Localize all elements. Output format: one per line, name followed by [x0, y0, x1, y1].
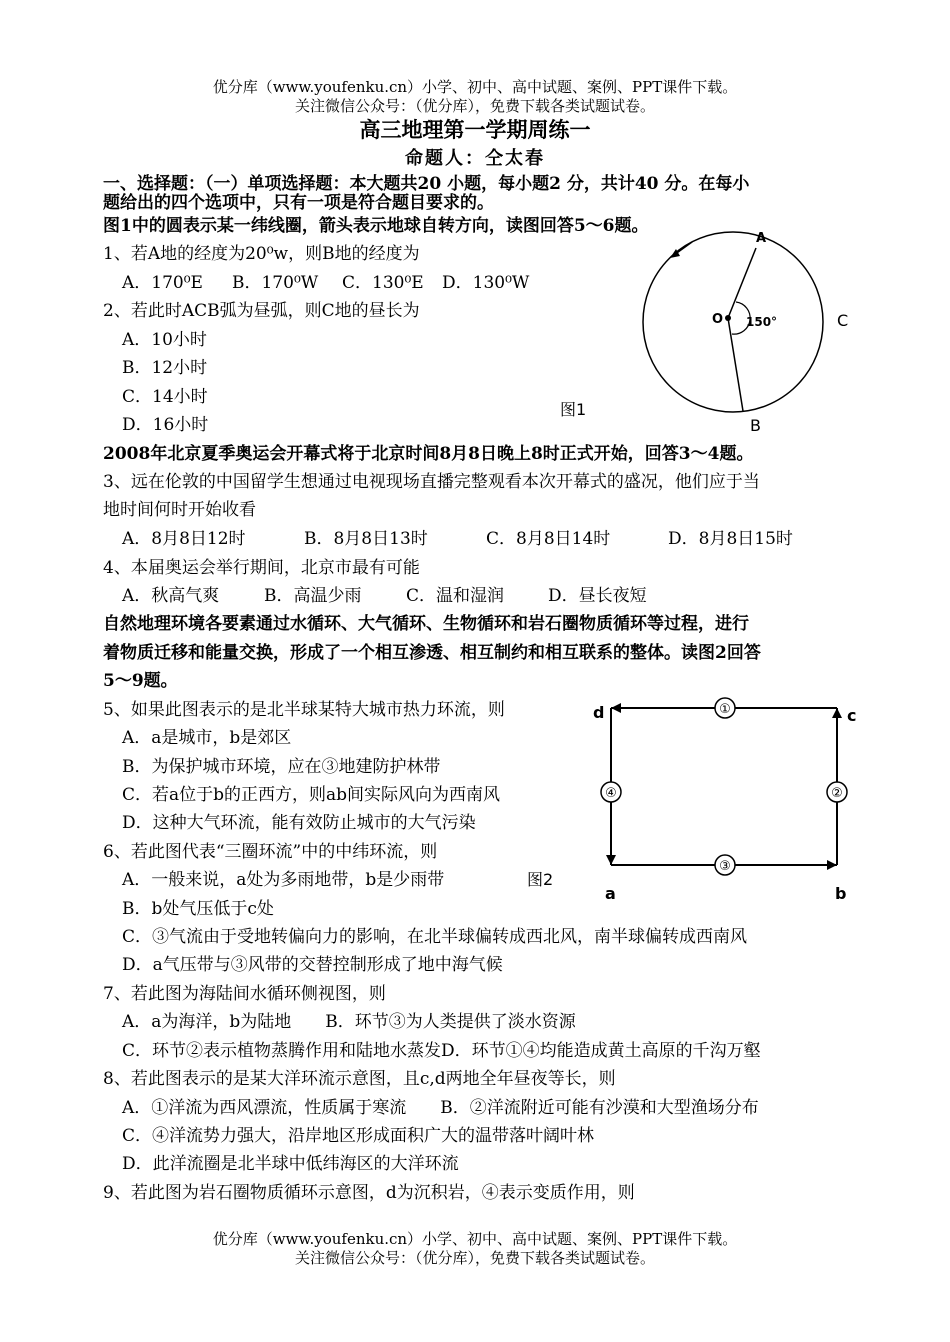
label-o: O: [712, 312, 724, 327]
label-b: B: [750, 416, 761, 435]
author: 命题人：仝太春: [405, 148, 545, 169]
q7-options-cd: C．环节②表示植物蒸腾作用和陆地水蒸发D．环节①④均能造成黄土高原的千沟万壑: [122, 1041, 761, 1061]
node-1: ①: [719, 702, 731, 717]
q4-options: [122, 585, 647, 607]
footer-line-2: 关注微信公众号：（优分库），免费下载各类试题试卷。: [294, 1249, 655, 1267]
arrow-right-icon: [827, 860, 837, 870]
q4-stem: 4、本届奥运会举行期间，北京市最有可能: [103, 558, 420, 578]
node-2: ②: [831, 786, 843, 801]
q5-option-b: B．为保护城市环境，应在③地建防护林带: [122, 757, 441, 777]
label-b: b: [835, 884, 847, 903]
q7-options-ab: A．a为海洋，b为陆地 B．环节③为人类提供了淡水资源: [122, 1012, 576, 1032]
figure-2: [527, 690, 875, 915]
q4-option-d: D．昼长夜短: [548, 586, 647, 606]
header-line-1: 优分库（www.youfenku.cn）小学、初中、高中试题、案例、PPT课件下载。: [212, 78, 738, 96]
q4-option-b: B．高温少雨: [264, 586, 362, 606]
intro-fig1: 图1中的圆表示某一纬线圈，箭头表示地球自转方向，读图回答5～6题。: [103, 216, 649, 236]
q5-stem: 5、如果此图表示的是北半球某特大城市热力环流，则: [103, 700, 505, 720]
q1-option-a: A．170⁰E: [122, 273, 203, 293]
q4-option-c: C．温和湿润: [406, 586, 505, 606]
q1-stem: 1、若A地的经度为20⁰w，则B地的经度为: [103, 244, 420, 264]
footer-line-1: 优分库（www.youfenku.cn）小学、初中、高中试题、案例、PPT课件下载。: [212, 1230, 738, 1248]
label-c: c: [847, 706, 857, 725]
label-d: d: [593, 703, 605, 722]
arrow-up-icon: [832, 708, 842, 718]
q3-option-b: B．8月8日13时: [304, 529, 428, 549]
q3-option-d: D．8月8日15时: [668, 529, 793, 549]
q5-option-c: C．若a位于b的正西方，则ab间实际风向为西南风: [122, 785, 501, 805]
latitude-circle: [643, 232, 823, 412]
q2-stem: 2、若此时ACB弧为昼弧，则C地的昼长为: [103, 301, 420, 321]
angle-label: 150°: [746, 315, 778, 329]
q3-stem-line-1: 3、远在伦敦的中国留学生想通过电视现场直播完整观看本次开幕式的盛况，他们应于当: [103, 472, 760, 492]
q3-options: [122, 528, 793, 550]
q3-stem-line-2: 地时间何时开始收看: [103, 500, 256, 520]
intro-fig2-line-2: 着物质迁移和能量交换，形成了一个相互渗透、相互制约和相互联系的整体。读图2回答: [103, 643, 761, 663]
figure-1-caption: 图1: [560, 400, 587, 419]
intro-olympics: 2008年北京夏季奥运会开幕式将于北京时间8月8日晚上8时正式开始，回答3～4题。: [103, 444, 754, 464]
q3-option-c: C．8月8日14时: [486, 529, 611, 549]
intro-fig2-line-3: 5～9题。: [103, 671, 178, 691]
q1-option-b: B．170⁰W: [232, 273, 319, 293]
q3-option-a: A．8月8日12时: [122, 529, 246, 549]
q5-option-a: A．a是城市，b是郊区: [122, 728, 292, 748]
center-point: [725, 315, 731, 321]
q6-stem: 6、若此图代表“三圈环流”中的中纬环流，则: [103, 842, 438, 862]
q2-option-a: A．10小时: [122, 330, 207, 350]
q2-option-b: B．12小时: [122, 358, 208, 378]
q6-option-a: A．一般来说，a处为多雨地带，b是少雨带: [122, 870, 445, 890]
intro-fig2-line-1: 自然地理环境各要素通过水循环、大气循环、生物循环和岩石圈物质循环等过程，进行: [103, 614, 749, 634]
arrow-down-icon: [606, 855, 616, 865]
page-title: 高三地理第一学期周练一: [359, 117, 591, 142]
q4-option-a: A．秋高气爽: [122, 586, 220, 606]
q8-options-ab: A．①洋流为西风漂流，性质属于寒流 B．②洋流附近可能有沙漠和大型渔场分布: [122, 1098, 759, 1118]
figure-1: [560, 225, 860, 440]
label-a: A: [756, 231, 767, 246]
q2-option-c: C．14小时: [122, 387, 208, 407]
node-4: ④: [605, 786, 617, 801]
label-c: C: [837, 311, 849, 330]
arrow-left-icon: [611, 703, 621, 713]
q5-option-d: D．这种大气环流，能有效防止城市的大气污染: [122, 813, 476, 833]
section-heading-line-1: 一、选择题：（一）单项选择题：本大题共20 小题，每小题2 分，共计40 分。在每小: [103, 174, 750, 194]
section-heading-line-2: 题给出的四个选项中，只有一项是符合题目要求的。: [103, 193, 494, 213]
q8-option-d: D．此洋流圈是北半球中低纬海区的大洋环流: [122, 1154, 459, 1174]
q1-option-c: C．130⁰E: [342, 273, 424, 293]
q2-option-d: D．16小时: [122, 415, 209, 435]
header-line-2: 关注微信公众号：（优分库），免费下载各类试题试卷。: [294, 97, 655, 115]
line-ob: [728, 318, 743, 411]
q1-options: [122, 272, 529, 294]
label-a: a: [605, 884, 616, 903]
q6-option-d: D．a气压带与③风带的交替控制形成了地中海气候: [122, 955, 503, 975]
q7-stem: 7、若此图为海陆间水循环侧视图，则: [103, 984, 386, 1004]
line-oa: [728, 248, 756, 318]
q8-stem: 8、若此图表示的是某大洋环流示意图，且c,d两地全年昼夜等长，则: [103, 1069, 616, 1089]
q6-option-b: B．b处气压低于c处: [122, 899, 274, 919]
q1-option-d: D．130⁰W: [442, 273, 530, 293]
q8-option-c: C．④洋流势力强大，沿岸地区形成面积广大的温带落叶阔叶林: [122, 1126, 595, 1146]
q6-option-c: C．③气流由于受地转偏向力的影响，在北半球偏转成西北风，南半球偏转成西南风: [122, 927, 748, 947]
node-3: ③: [719, 859, 731, 874]
q9-stem: 9、若此图为岩石圈物质循环示意图，d为沉积岩，④表示变质作用，则: [103, 1183, 635, 1203]
figure-2-caption: 图2: [527, 870, 554, 889]
